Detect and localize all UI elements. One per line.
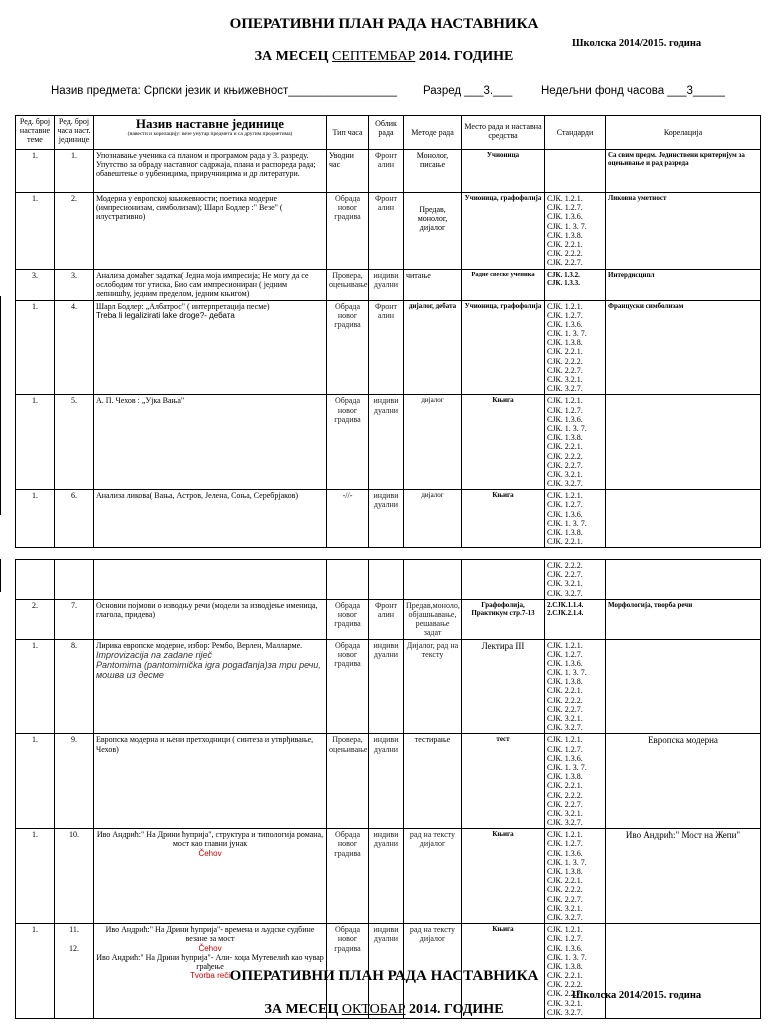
standard-item: СЈК. 2.2.1.: [547, 781, 583, 791]
unit-description: Основни појмови о изводњу речи (модели за изводјење именица, глагола, придева): [94, 599, 327, 639]
place: Радне свеске ученика: [462, 269, 545, 300]
school-year: Школска 2014/2015. година: [572, 38, 702, 49]
standard-item: СЈК. 1.3.8.: [547, 867, 583, 876]
standard-item: СЈК. 3.2.1.: [547, 469, 583, 479]
standard-item: СЈК. 1.2.7.: [547, 405, 583, 415]
page-title-october: ОПЕРАТИВНИ ПЛАН РАДА НАСТАВНИКА: [229, 968, 539, 984]
standard-item: СЈК. 2.2.2.: [547, 451, 583, 461]
correlation: Француски симболизам: [606, 300, 761, 395]
standard-item: СЈК. 1.3.3.: [547, 278, 580, 287]
table-row: [16, 300, 761, 395]
topic-number: 1.: [16, 924, 55, 1019]
standard-item: СЈК. 1. 3. 7.: [547, 221, 587, 231]
topic-number: 1.: [16, 193, 55, 270]
standard-item: СЈК. 2.2.1.: [547, 442, 583, 452]
weekly-value: 3: [686, 85, 693, 97]
unit-description: Анализа ликова( Вања, Астров, Јелена, Соња, Серебрјаков): [94, 490, 327, 548]
unit-number: 8.: [55, 639, 94, 734]
table-row: [16, 639, 761, 734]
month-heading-october: [0, 1002, 768, 1018]
topic-number: 1.: [16, 734, 55, 829]
standards: [545, 639, 606, 734]
unit-description-red: Čehov: [198, 848, 222, 858]
work-form: индиви дуални: [369, 924, 404, 1019]
standard-item: 2.СЈК.1.1.4.: [547, 600, 584, 609]
standard-item: СЈК. 3.2.7.: [547, 912, 583, 922]
standard-item: СЈК. 1.2.1.: [547, 301, 583, 311]
topic-number: 1.: [16, 150, 55, 193]
grade-line: Разред ___3.___: [423, 85, 513, 97]
lesson-type: Обрада новог градива: [327, 300, 369, 395]
work-form: индиви дуални: [369, 269, 404, 300]
grade-value: 3.: [483, 85, 494, 97]
standard-item: СЈК. 3.2.1.: [547, 998, 583, 1008]
topic-number: 2.: [16, 599, 55, 639]
unit-description: Европска модерна и њени претходници ( синтеза и утврђивање, Чехов): [94, 734, 327, 829]
col-method: Методе рада: [404, 116, 462, 150]
table-row-continuation: [16, 560, 761, 600]
method: рад на тексту дијалог: [404, 924, 462, 1019]
unit-description: [94, 829, 327, 924]
work-form: индиви дуални: [369, 829, 404, 924]
standard-item: 2.СЈК.2.1.4.: [547, 608, 584, 617]
topic-number: 3.: [16, 269, 55, 300]
unit-description-text: Иво Андрић:" На Дрини ћуприја"- времена и људске судбине везане за мост: [105, 925, 315, 944]
col-topic-no: Ред. број наставне теме: [16, 116, 55, 150]
standard-item: СЈК. 3.2.7.: [547, 588, 583, 598]
place: Учионица: [462, 150, 545, 193]
standard-item: СЈК. 3.2.7.: [547, 723, 583, 733]
col-lesson-type: Тип часа: [327, 116, 369, 150]
work-form: Фронт алин: [369, 300, 404, 395]
standard-item: СЈК. 1. 3. 7.: [547, 518, 587, 528]
standard-item: СЈК. 2.2.2.: [547, 790, 583, 800]
work-form: Фронт алин: [369, 150, 404, 193]
topic-number: 1.: [16, 829, 55, 924]
unit-description-text-2: Иво Андрић:" На Дрини ћуприја"- Али- хоџа Мутевелић као чувар грађење: [96, 952, 324, 971]
standard-item: СЈК. 1.2.7.: [547, 500, 583, 510]
unit-description: Модерна у европској књижевности; поетика модерне (импресионизам, симболизам); Шарл Бодлер :" Везе" ( илустративно): [94, 193, 327, 270]
unit-number: 2.: [55, 193, 94, 270]
unit-number: 5.: [55, 395, 94, 490]
standard-item: СЈК. 3.2.7.: [547, 1007, 583, 1017]
table-row: [16, 734, 761, 829]
place: Књига: [462, 829, 545, 924]
plan-table-september: [15, 115, 761, 548]
col-standards: Стандарди: [545, 116, 606, 150]
lesson-type: Провера, оцењивање: [327, 269, 369, 300]
standard-item: СЈК. 3.2.1.: [547, 903, 583, 913]
method: Предав,моноло, објашњавање, решавање задат: [404, 599, 462, 639]
standard-item: СЈК. 1. 3. 7.: [547, 668, 587, 678]
work-form: Фронт алин: [369, 193, 404, 270]
standard-item: СЈК. 1.2.7.: [547, 649, 583, 659]
standard-item: СЈК. 3.2.7.: [547, 384, 583, 394]
unit-number: 1.: [55, 150, 94, 193]
standard-item: СЈК. 1.2.7.: [547, 934, 583, 944]
standard-item: СЈК. 2.2.7.: [547, 570, 583, 580]
lesson-type: Уводни час: [327, 150, 369, 193]
table-row: [16, 269, 761, 300]
work-form: Фронт алин: [369, 599, 404, 639]
correlation: Ликовна уметност: [606, 193, 761, 270]
standard-item: СЈК. 2.2.7.: [547, 365, 583, 375]
unit-description: [94, 300, 327, 395]
unit-number: 9.: [55, 734, 94, 829]
correlation: Иво Андрић:" Мост на Жепи": [606, 829, 761, 924]
method: Предав, монолог, дијалог: [404, 193, 462, 270]
unit-description-red: Čehov: [198, 943, 222, 953]
standards: [545, 599, 606, 639]
standard-item: СЈК. 1.2.1.: [547, 640, 583, 650]
table-row: [16, 193, 761, 270]
place: тест: [462, 734, 545, 829]
standard-item: СЈК. 3.2.1.: [547, 375, 583, 384]
unit-description-italic: Improvizacija na zadane riječ: [96, 649, 213, 660]
standard-item: СЈК. 1.2.1.: [547, 830, 583, 840]
method: Монолог, писање: [404, 150, 462, 193]
correlation: Европска модерна: [606, 734, 761, 829]
work-form: индиви дуални: [369, 639, 404, 734]
standard-item: СЈК. 2.2.1.: [547, 537, 583, 547]
standard-item: СЈК. 2.2.7.: [547, 704, 583, 714]
method: Дијалог, рад на тексту: [404, 639, 462, 734]
method: дијалог, дебата: [404, 300, 462, 395]
unit-description: [94, 639, 327, 734]
standard-item: СЈК. 1.2.7.: [547, 310, 583, 320]
correlation: [606, 639, 761, 734]
standards: [545, 560, 606, 600]
subject-value: Српски језик и књижевност: [143, 85, 289, 97]
standard-item: СЈК. 3.2.1.: [547, 808, 583, 818]
method: дијалог: [404, 490, 462, 548]
method: тестирање: [404, 734, 462, 829]
correlation: Интердисципл: [606, 269, 761, 300]
month-prefix: ЗА МЕСЕЦ: [254, 49, 329, 64]
standard-item: СЈК. 1.3.2.: [547, 270, 580, 279]
standard-item: СЈК. 1. 3. 7.: [547, 762, 587, 772]
standard-item: СЈК. 1.3.8.: [547, 772, 583, 782]
standard-item: СЈК. 2.2.7.: [547, 258, 583, 268]
subject-label: Назив предмета:: [51, 85, 141, 97]
plan-table-continued: [15, 559, 761, 1019]
standards: [545, 269, 606, 300]
standard-item: СЈК. 1.2.1.: [547, 194, 583, 203]
col-unit-name: [94, 116, 327, 150]
standard-item: СЈК. 2.2.1.: [547, 239, 583, 249]
standard-item: СЈК. 2.2.2.: [547, 980, 583, 990]
month-name: ОКТОБАР: [341, 1002, 406, 1017]
lesson-type: Обрада новог градива: [327, 639, 369, 734]
month-suffix: 2014. ГОДИНЕ: [409, 1002, 504, 1017]
place: Лектира III: [462, 639, 545, 734]
standard-item: СЈК. 1.2.7.: [547, 203, 583, 213]
unit-number: 6.: [55, 490, 94, 548]
standard-item: СЈК. 1. 3. 7.: [547, 423, 587, 433]
month-suffix: 2014. ГОДИНЕ: [418, 49, 514, 64]
standard-item: СЈК. 3.2.1.: [547, 714, 583, 723]
table-row: [16, 829, 761, 924]
standard-item: СЈК. 2.2.1.: [547, 686, 583, 696]
lesson-type: Провера, оцењивање: [327, 734, 369, 829]
standard-item: СЈК. 2.2.1.: [547, 347, 583, 357]
grade-label: Разред: [423, 85, 462, 97]
unit-description: А. П. Чехов : „Ујка Вања": [94, 395, 327, 490]
standard-item: СЈК. 2.2.7.: [547, 894, 583, 904]
standard-item: СЈК. 1.3.8.: [547, 230, 583, 240]
standard-item: СЈК. 2.2.7.: [547, 460, 583, 470]
lesson-type: Обрада новог градива: [327, 599, 369, 639]
table-row: [16, 490, 761, 548]
standard-item: СЈК. 2.2.2.: [547, 695, 583, 705]
unit-description: Анализа домаћег задатка( Једна моја импресија; Не могу да се ослободим тог утиска, Био сам импресиониран ( једним лепнишћу, једним пределом, једним књигом): [94, 269, 327, 300]
lesson-type: Обрада новог градива: [327, 924, 369, 1019]
work-form: индиви дуални: [369, 490, 404, 548]
standard-item: СЈК. 2.2.2.: [547, 561, 583, 570]
month-heading: [0, 49, 768, 65]
standards: [545, 829, 606, 924]
correlation: Морфологија, творба речи: [606, 599, 761, 639]
topic-number: 1.: [16, 639, 55, 734]
place: Графофолија, Практикум стр.7-13: [462, 599, 545, 639]
standard-item: СЈК. 2.2.1.: [547, 876, 583, 886]
unit-description: Упознавање ученика са планом и програмом рада у 3. разреду. Упутство за обраду наставног садржаја, плана и распореда рада; обавештење о уџбеницима, приручницима и др литератури.: [94, 150, 327, 193]
standard-item: СЈК. 1.3.6.: [547, 848, 583, 858]
standard-item: СЈК. 1.2.1.: [547, 491, 583, 501]
method: рад на тексту дијалог: [404, 829, 462, 924]
standard-item: СЈК. 2.2.1.: [547, 971, 583, 981]
standard-item: СЈК. 2.2.7.: [547, 989, 583, 999]
unit-number: 7.: [55, 599, 94, 639]
place: Учионица, графофолија: [462, 193, 545, 270]
weekly-label: Недељни фонд часова: [541, 85, 665, 97]
method: дијалог: [404, 395, 462, 490]
standard-item: СЈК. 1.3.8.: [547, 961, 583, 971]
place: Књига: [462, 924, 545, 1019]
unit-description-extra: Treba li legalizirati lake droge?- дебата: [96, 310, 235, 320]
unit-description-text: Шарл Бодлер: „Албатрос" ( интерпретација песме): [96, 301, 270, 311]
correlation: [606, 395, 761, 490]
work-form: индиви дуални: [369, 734, 404, 829]
standard-item: СЈК. 1.3.6.: [547, 319, 583, 329]
standard-item: СЈК. 1.2.1.: [547, 925, 583, 935]
standard-item: СЈК. 1.3.6.: [547, 414, 583, 424]
standard-item: СЈК. 3.2.7.: [547, 479, 583, 489]
standard-item: СЈК. 1. 3. 7.: [547, 329, 587, 339]
standards: [545, 193, 606, 270]
standard-item: СЈК. 2.2.7.: [547, 799, 583, 809]
unit-number: 4.: [55, 300, 94, 395]
method: читање: [404, 269, 462, 300]
col-correlation: Корелација: [606, 116, 761, 150]
topic-number: 1.: [16, 300, 55, 395]
unit-description-text: Иво Андрић:" На Дрини ћуприја", структура и типологија романа, мост као главни јунак: [96, 830, 324, 849]
place: Учионица, графофолија: [462, 300, 545, 395]
weekly-line: Недељни фонд часова ___3_____: [541, 85, 725, 97]
standard-item: СЈК. 1.2.1.: [547, 396, 583, 406]
table-header-row: [16, 116, 761, 150]
standards: [545, 300, 606, 395]
topic-number: 1.: [16, 395, 55, 490]
lesson-type: -//-: [327, 490, 369, 548]
work-form: индиви дуални: [369, 395, 404, 490]
lesson-type: Обрада новог градива: [327, 829, 369, 924]
table-row: [16, 599, 761, 639]
unit-number-first: 11.: [69, 925, 79, 935]
standard-item: СЈК. 2.2.2.: [547, 885, 583, 895]
standard-item: СЈК. 1.3.8.: [547, 528, 583, 537]
standard-item: СЈК. 1.3.6.: [547, 658, 583, 668]
unit-number-second: 12.: [69, 944, 79, 954]
standards: [545, 734, 606, 829]
standard-item: СЈК. 1.2.1.: [547, 735, 583, 745]
standard-item: СЈК. 1.2.7.: [547, 744, 583, 754]
standard-item: СЈК. 1.3.8.: [547, 338, 583, 348]
standards: [545, 150, 606, 193]
place: Књига: [462, 395, 545, 490]
standards: [545, 490, 606, 548]
standard-item: СЈК. 1.3.8.: [547, 677, 583, 687]
unit-description-red-2: Tvorba reči: [189, 971, 230, 981]
school-year-october: Школска 2014/2015. година: [572, 990, 702, 1001]
col-unit-name-label: Назив наставне јединице: [135, 116, 285, 131]
col-unit-no: Ред. број часа наст. јединице: [55, 116, 94, 150]
standard-item: СЈК. 1. 3. 7.: [547, 857, 587, 867]
month-name: СЕПТЕМБАР: [332, 49, 416, 64]
month-prefix: ЗА МЕСЕЦ: [264, 1002, 339, 1017]
col-work-form: Облик рада: [369, 116, 404, 150]
unit-number: 10.: [55, 829, 94, 924]
standard-item: СЈК. 3.2.1.: [547, 579, 583, 589]
standards: [545, 395, 606, 490]
col-place: Место рада и наставна средства: [462, 116, 545, 150]
standard-item: СЈК. 1.3.6.: [547, 212, 583, 222]
correlation: Са свим предм. Јединствени критеријум за оцењивање и рад разреда: [606, 150, 761, 193]
correlation: [606, 490, 761, 548]
standard-item: СЈК. 1.3.6.: [547, 753, 583, 763]
unit-description-text: Лирика европске модерне, избор: Рембо, Верлен, Малларме.: [96, 640, 303, 650]
page-edge-line: [0, 559, 1, 592]
table-row: [16, 395, 761, 490]
lesson-type: Обрада новог градива: [327, 193, 369, 270]
subject-line: Назив предмета: Српски језик и књижевност_________________: [51, 85, 397, 97]
table-row: [16, 150, 761, 193]
place: Књига: [462, 490, 545, 548]
lesson-type: Обрада новог градива: [327, 395, 369, 490]
standard-item: СЈК. 1.3.6.: [547, 509, 583, 519]
unit-number: 3.: [55, 269, 94, 300]
standard-item: СЈК. 1.2.7.: [547, 839, 583, 849]
unit-description-italic: Pantomima (pantomimička igra pogađanja)за три речи, мошва из десме: [96, 660, 321, 681]
col-unit-note: (навести и корелацију: везе унутар предмета и са другим предметима): [127, 131, 293, 138]
page-title: ОПЕРАТИВНИ ПЛАН РАДА НАСТАВНИКА: [229, 16, 539, 32]
standard-item: СЈК. 3.2.7.: [547, 818, 583, 828]
topic-number: 1.: [16, 490, 55, 548]
page-edge-line: [0, 296, 1, 515]
standard-item: СЈК. 2.2.2.: [547, 249, 583, 259]
standard-item: СЈК. 1. 3. 7.: [547, 952, 587, 962]
standard-item: СЈК. 2.2.2.: [547, 356, 583, 366]
standard-item: СЈК. 1.3.6.: [547, 943, 583, 953]
standard-item: СЈК. 1.3.8.: [547, 433, 583, 443]
